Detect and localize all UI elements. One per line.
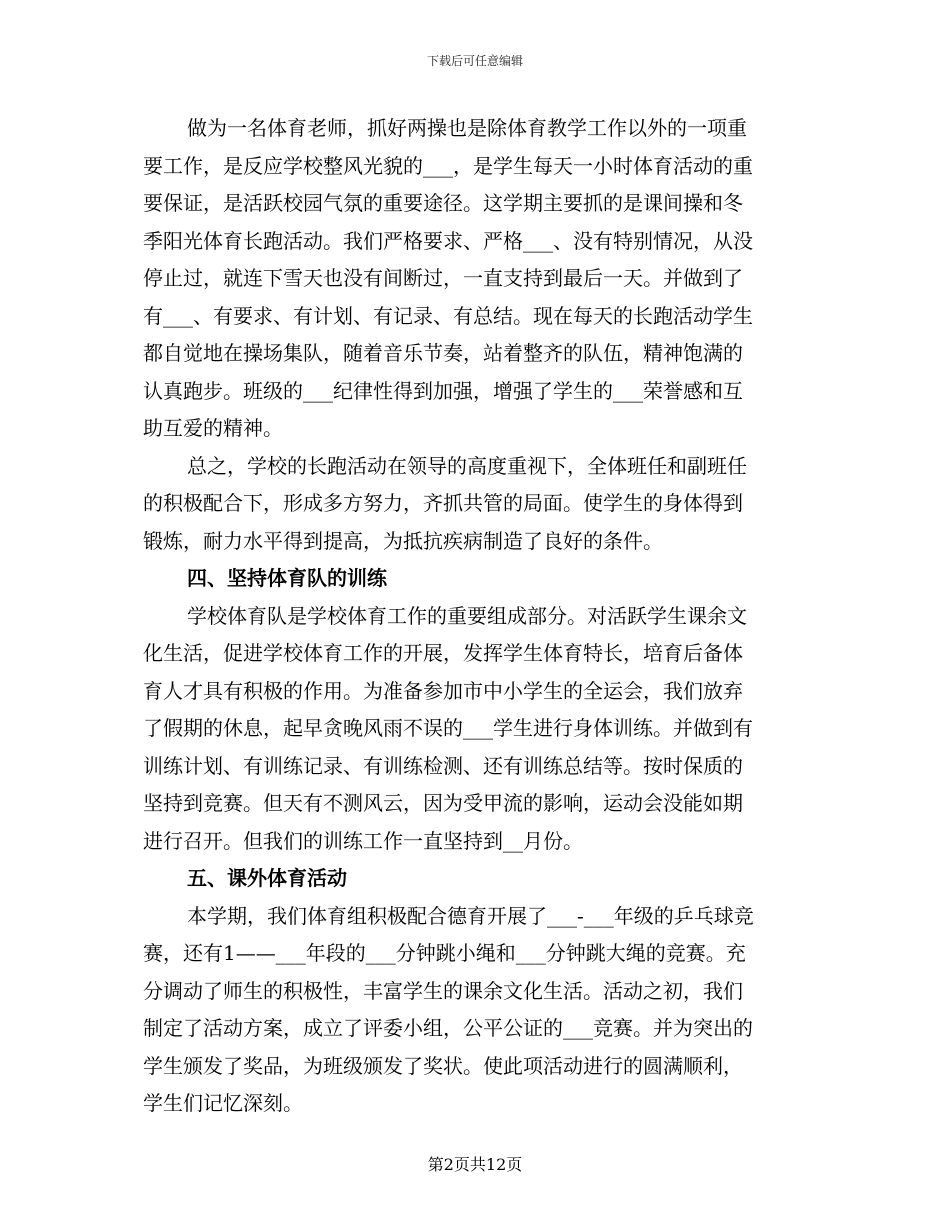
paragraph-line: 助互爱的精神。 — [143, 416, 283, 440]
paragraph-line: 锻炼，耐力水平得到提高，为抵抗疾病制造了良好的条件。 — [143, 528, 663, 553]
section-heading: 五、课外体育活动 — [187, 866, 347, 890]
paragraph-line: 要工作，是反应学校整风光貌的___，是学生每天一小时体育活动的重 — [143, 153, 753, 178]
paragraph-line: 赛，还有1——___年段的___分钟跳小绳和___分钟跳大绳的竞赛。充 — [143, 941, 746, 965]
paragraph-line: 育人才具有积极的作用。为准备参加市中小学生的全运会，我们放弃 — [143, 678, 743, 703]
document-body — [143, 110, 813, 1123]
paragraph-line: 季阳光体育长跑活动。我们严格要求、严格___、没有特别情况，从没 — [143, 228, 753, 253]
page-header-note: 下载后可任意编辑 — [426, 54, 523, 68]
paragraph-line: 了假期的休息，起早贪晚风雨不误的___学生进行身体训练。并做到有 — [143, 716, 753, 740]
paragraph-line: 制定了活动方案，成立了评委小组，公平公证的___竞赛。并为突出的 — [143, 1016, 753, 1040]
paragraph-line: 进行召开。但我们的训练工作一直坚持到__月份。 — [143, 828, 583, 853]
paragraph-line: 要保证，是活跃校园气氛的重要途径。这学期主要抓的是课间操和冬 — [143, 191, 743, 215]
paragraph-line: 训练计划、有训练记录、有训练检测、还有训练总结等。按时保质的 — [143, 753, 743, 778]
paragraph-line: 学生们记忆深刻。 — [143, 1091, 303, 1115]
paragraph-line: 总之，学校的长跑活动在领导的高度重视下，全体班任和副班任 — [187, 453, 747, 478]
paragraph-line: 分调动了师生的积极性，丰富学生的课余文化生活。活动之初，我们 — [143, 978, 743, 1003]
paragraph-line: 的积极配合下，形成多方努力，齐抓共管的局面。使学生的身体得到 — [143, 491, 743, 515]
paragraph-line: 坚持到竞赛。但天有不测风云，因为受甲流的影响，运动会没能如期 — [143, 791, 743, 815]
paragraph-line: 认真跑步。班级的___纪律性得到加强，增强了学生的___荣誉感和互 — [143, 378, 743, 403]
paragraph-line: 学生颁发了奖品，为班级颁发了奖状。使此项活动进行的圆满顺利， — [143, 1053, 743, 1078]
page-number-footer: 第2页共12页 — [427, 1155, 523, 1174]
paragraph-line: 本学期，我们体育组积极配合德育开展了___-___年级的乒乓球竞 — [187, 903, 754, 928]
paragraph-line: 有___、有要求、有计划、有记录、有总结。现在每天的长跑活动学生 — [143, 303, 753, 328]
paragraph-line: 化生活，促进学校体育工作的开展，发挥学生体育特长，培育后备体 — [143, 641, 743, 665]
paragraph-line: 学校体育队是学校体育工作的重要组成部分。对活跃学生课余文 — [187, 603, 747, 628]
paragraph-line: 都自觉地在操场集队，随着音乐节奏，站着整齐的队伍，精神饱满的 — [143, 341, 743, 365]
section-heading: 四、坚持体育队的训练 — [187, 566, 387, 590]
paragraph-line: 停止过，就连下雪天也没有间断过，一直支持到最后一天。并做到了 — [143, 266, 743, 290]
paragraph-line: 做为一名体育老师，抓好两操也是除体育教学工作以外的一项重 — [187, 116, 747, 140]
